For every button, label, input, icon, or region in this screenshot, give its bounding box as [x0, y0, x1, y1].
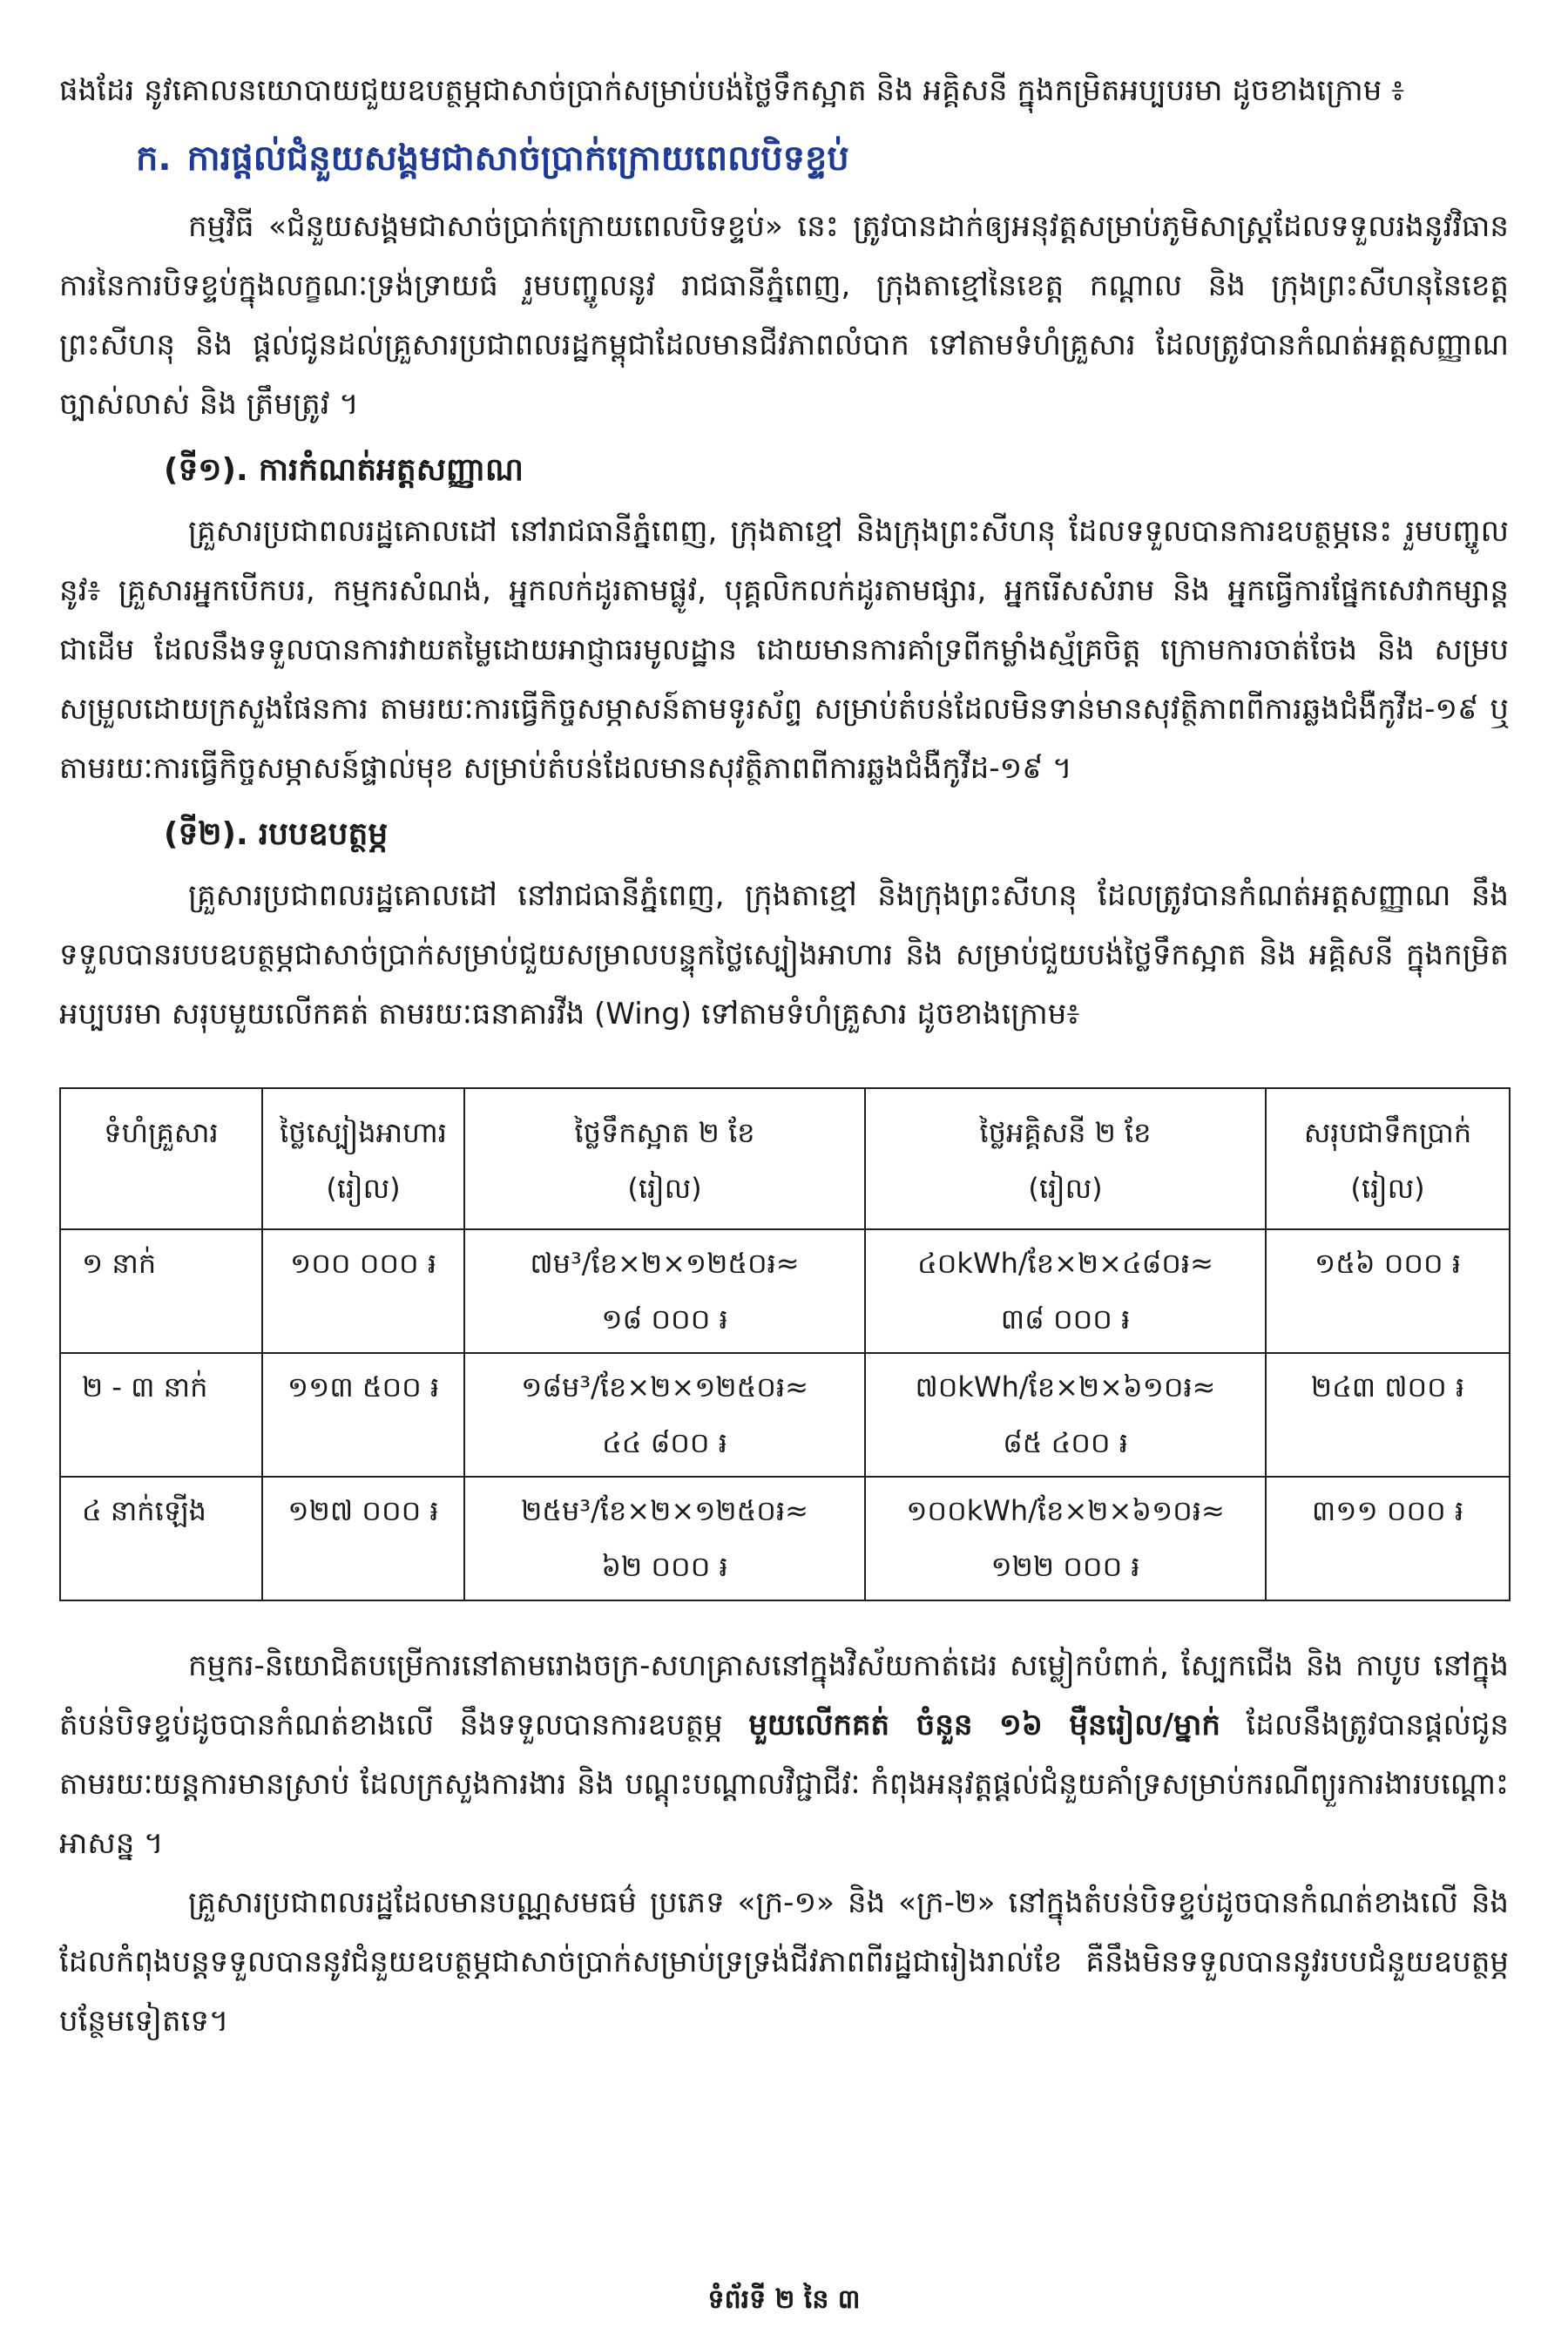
- header-family-size: ទំហំគ្រួសារ: [60, 1088, 262, 1229]
- workers-paragraph: កម្មករ-និយោជិតបម្រើការនៅតាមរោងចក្រ-សហគ្រាសនៅក្នុងវិស័យកាត់ដេរ សម្លៀកបំពាក់, ស្បែកជើង និង កាបូប នៅក្នុងតំបន់បិទខ្ទប់ដូចបានកំណត់ខាងលើ នឹងទទួលបានការឧបត្ថម្ភ មួយលើកគត់ ចំនួន ១៦ ម៉ឺនរៀល/ម្នាក់ ដែលនឹងត្រូវបានផ្តល់ជូន តាមរយៈយន្តការមានស្រាប់ ដែលក្រសួងការងារ និង បណ្តុះបណ្តាលវិជ្ជាជីវៈ កំពុងអនុវត្តផ្តល់ជំនួយគាំទ្រសម្រាប់ករណីព្យួរការងារបណ្តោះអាសន្ន ។: [59, 1648, 1509, 1861]
- idpoor-paragraph: គ្រួសារប្រជាពលរដ្ឋដែលមានបណ្ណសមធម៌ ប្រភេទ «ក្រ-១» និង «ក្រ-២» នៅក្នុងតំបន់បិទខ្ទប់ដូចបានកំណត់ខាងលើ និងដែលកំពុងបន្តទទួលបាននូវជំនួយឧបត្ថម្ភជាសាច់ប្រាក់សម្រាប់ទ្រទ្រង់ជីវភាពពីរដ្ឋជារៀងរាល់ខែ គឺនឹងមិនទទួលបាននូវរបបជំនួយឧបត្ថម្ភបន្ថែមទៀតទេ។: [59, 1885, 1509, 2039]
- subsection-heading-2: [164, 803, 1509, 866]
- subsection-number-2: (ទី២).: [164, 816, 248, 852]
- cell-food: ១១៣ ៥០០ ៛: [262, 1353, 464, 1477]
- cell-family-size: ៤ នាក់ឡើង: [60, 1477, 262, 1600]
- intro-paragraph: ផងដែរ នូវគោលនយោបាយជួយឧបត្ថម្ភជាសាច់ប្រាក់សម្រាប់បង់ថ្លៃទឹកស្អាត និង អគ្គិសនី ក្នុងកម្រិតអប្បបរមា ដូចខាងក្រោម ៖: [59, 73, 1405, 108]
- cell-water: ២៥ម³/ខែ×២×១២៥០៛≈ ៦២ ០០០ ៛: [464, 1477, 865, 1600]
- page-number: ទំព័រទី ២ នៃ ៣: [707, 2284, 861, 2315]
- table-row: [60, 1477, 1510, 1600]
- cell-total: ១៥៦ ០០០ ៛: [1266, 1229, 1510, 1353]
- table-row: [60, 1229, 1510, 1353]
- identification-paragraph: គ្រួសារប្រជាពលរដ្ឋគោលដៅ នៅរាជធានីភ្នំពេញ, ក្រុងតាខ្មៅ និងក្រុងព្រះសីហនុ ដែលទទួលបានការឧបត្ថម្ភនេះ រួមបញ្ចូលនូវ៖ គ្រួសារអ្នកបើកបរ, កម្មករសំណង់, អ្នកលក់ដូរតាមផ្លូវ, បុគ្គលិកលក់ដូរតាមផ្សារ, អ្នករើសសំរាម និង អ្នកធ្វើការផ្នែកសេវាកម្សាន្ត ជាដើម ដែលនឹងទទួលបានការវាយតម្លៃដោយអាជ្ញាធរមូលដ្ឋាន ដោយមានការគាំទ្រពីកម្លាំងស្ម័គ្រចិត្ត ក្រោមការចាត់ចែង និង សម្របសម្រួលដោយក្រសួងផែនការ តាមរយៈការធ្វើកិច្ចសម្ភាសន៍តាមទូរស័ព្ទ សម្រាប់តំបន់ដែលមិនទាន់មានសុវត្ថិភាពពីការឆ្លងជំងឺកូវីដ-១៩ ឬ តាមរយៈការធ្វើកិច្ចសម្ភាសន៍ផ្ទាល់មុខ សម្រាប់តំបន់ដែលមានសុវត្ថិភាពពីការឆ្លងជំងឺកូវីដ-១៩ ។: [59, 514, 1509, 786]
- cell-family-size: ២ - ៣ នាក់: [60, 1353, 262, 1477]
- table-row: [60, 1353, 1510, 1477]
- header-total: សរុបជាទឹកប្រាក់ (រៀល): [1266, 1088, 1510, 1229]
- cell-electricity: ៤០kWh/ខែ×២×៤៨០៛≈ ៣៨ ០០០ ៛: [865, 1229, 1266, 1353]
- workers-amount-highlight: មួយលើកគត់ ចំនួន ១៦ ម៉ឺនរៀល/ម្នាក់: [748, 1708, 1220, 1742]
- table-header-row: [60, 1088, 1510, 1229]
- cell-water: ៧ម³/ខែ×២×១២៥០៛≈ ១៨ ០០០ ៛: [464, 1229, 865, 1353]
- subsection-heading-1: [164, 439, 1509, 502]
- program-paragraph: កម្មវិធី «ជំនួយសង្គមជាសាច់ប្រាក់ក្រោយពេលបិទខ្ទប់» នេះ ត្រូវបានដាក់ឲ្យអនុវត្តសម្រាប់ភូមិសាស្ត្រដែលទទួលរងនូវវិធានការនៃការបិទខ្ទប់ក្នុងលក្ខណៈទ្រង់ទ្រាយធំ រួមបញ្ចូលនូវ រាជធានីភ្នំពេញ, ក្រុងតាខ្មៅនៃខេត្ត កណ្ដាល និង ក្រុងព្រះសីហនុនៃខេត្តព្រះសីហនុ និង ផ្តល់ជូនដល់គ្រួសារប្រជាពលរដ្ឋកម្ពុជាដែលមានជីវភាពលំបាក ទៅតាមទំហំគ្រួសារ ដែលត្រូវបានកំណត់អត្តសញ្ញាណច្បាស់លាស់ និង ត្រឹមត្រូវ ។: [59, 209, 1509, 422]
- section-title: ការផ្តល់ជំនួយសង្គមជាសាច់ប្រាក់ក្រោយពេលបិទខ្ទប់: [186, 139, 849, 179]
- cell-total: ៣១១ ០០០ ៛: [1266, 1477, 1510, 1600]
- header-electricity-cost: ថ្លៃអគ្គិសនី ២ ខែ (រៀល): [865, 1088, 1266, 1229]
- header-water-cost: ថ្លៃទឹកស្អាត ២ ខែ (រៀល): [464, 1088, 865, 1229]
- subsection-title-1: ការកំណត់អត្តសញ្ញាណ: [258, 452, 524, 488]
- cell-family-size: ១ នាក់: [60, 1229, 262, 1353]
- cell-electricity: ៧០kWh/ខែ×២×៦១០៛≈ ៨៥ ៤០០ ៛: [865, 1353, 1266, 1477]
- document-page: [59, 61, 1509, 2051]
- cell-electricity: ១០០kWh/ខែ×២×៦១០៛≈ ១២២ ០០០ ៛: [865, 1477, 1266, 1600]
- cell-food: ១២៧ ០០០ ៛: [262, 1477, 464, 1600]
- section-marker: ក.: [136, 139, 172, 179]
- header-food-cost: ថ្លៃស្បៀងអាហារ (រៀល): [262, 1088, 464, 1229]
- cell-total: ២៤៣ ៧០០ ៛: [1266, 1353, 1510, 1477]
- subsection-title-2: របបឧបត្ថម្ភ: [258, 816, 389, 852]
- benefit-table: [59, 1087, 1511, 1601]
- benefit-paragraph: គ្រួសារប្រជាពលរដ្ឋគោលដៅ នៅរាជធានីភ្នំពេញ, ក្រុងតាខ្មៅ និងក្រុងព្រះសីហនុ ដែលត្រូវបានកំណត់អត្តសញ្ញាណ នឹងទទួលបានរបបឧបត្ថម្ភជាសាច់ប្រាក់សម្រាប់ជួយសម្រាលបន្ទុកថ្លៃស្បៀងអាហារ និង សម្រាប់ជួយបង់ថ្លៃទឹកស្អាត និង អគ្គិសនី ក្នុងកម្រិតអប្បបរមា សរុបមួយលើកគត់ តាមរយៈធនាគារវីង (Wing) ទៅតាមទំហំគ្រួសារ ដូចខាងក្រោម៖: [59, 878, 1509, 1032]
- cell-food: ១០០ ០០០ ៛: [262, 1229, 464, 1353]
- subsection-number-1: (ទី១).: [164, 452, 248, 488]
- section-heading: [136, 124, 1509, 193]
- cell-water: ១៨ម³/ខែ×២×១២៥០៛≈ ៤៤ ៨០០ ៛: [464, 1353, 865, 1477]
